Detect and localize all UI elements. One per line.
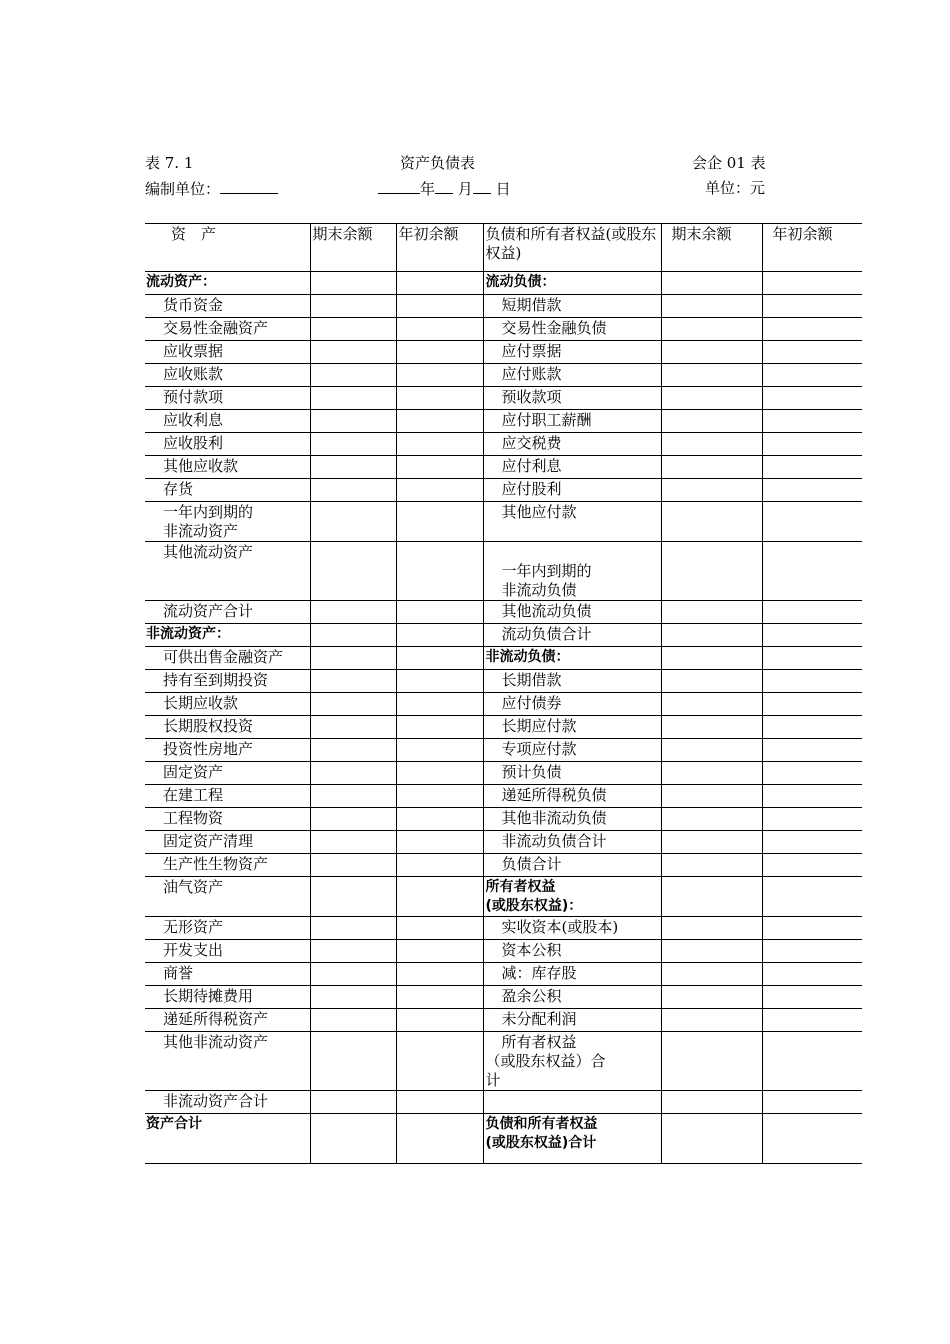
asset-end-balance-cell[interactable] xyxy=(310,1091,396,1114)
asset-item-label: 长期股权投资 xyxy=(145,716,310,739)
liability-item-label: 负债和所有者权益 (或股东权益)合计 xyxy=(483,1114,661,1164)
liability-item-label: 其他非流动负债 xyxy=(483,808,661,831)
liability-end-balance-cell[interactable] xyxy=(661,940,762,963)
liability-begin-balance-cell[interactable] xyxy=(762,716,862,739)
asset-item-label: 工程物资 xyxy=(145,808,310,831)
liability-item-label: 预收款项 xyxy=(483,387,661,410)
asset-item-label: 其他非流动资产 xyxy=(145,1032,310,1091)
asset-begin-balance-cell[interactable] xyxy=(396,387,483,410)
report-date xyxy=(378,179,511,198)
liability-begin-balance-cell[interactable] xyxy=(762,318,862,341)
liability-end-balance-cell[interactable] xyxy=(661,272,762,295)
asset-item-label: 交易性金融资产 xyxy=(145,318,310,341)
table-row xyxy=(145,624,862,647)
asset-begin-balance-cell[interactable] xyxy=(396,341,483,364)
asset-begin-balance-cell[interactable] xyxy=(396,940,483,963)
asset-end-balance-cell[interactable] xyxy=(310,963,396,986)
liability-begin-balance-cell[interactable] xyxy=(762,624,862,647)
asset-item-label: 投资性房地产 xyxy=(145,739,310,762)
asset-begin-balance-cell[interactable] xyxy=(396,808,483,831)
asset-end-balance-cell[interactable] xyxy=(310,456,396,479)
asset-begin-balance-cell[interactable] xyxy=(396,456,483,479)
asset-item-label: 其他应收款 xyxy=(145,456,310,479)
asset-end-balance-cell[interactable] xyxy=(310,762,396,785)
asset-end-balance-cell[interactable] xyxy=(310,986,396,1009)
liability-end-balance-cell[interactable] xyxy=(661,854,762,877)
liability-begin-balance-cell[interactable] xyxy=(762,433,862,456)
liability-item-label: 非流动负债合计 xyxy=(483,831,661,854)
col-header-begin-balance-2: 年初余额 xyxy=(762,224,862,272)
asset-end-balance-cell[interactable] xyxy=(310,364,396,387)
asset-end-balance-cell[interactable] xyxy=(310,387,396,410)
liability-begin-balance-cell[interactable] xyxy=(762,542,862,601)
liability-begin-balance-cell[interactable] xyxy=(762,877,862,917)
liability-begin-balance-cell[interactable] xyxy=(762,364,862,387)
asset-item-label: 存货 xyxy=(145,479,310,502)
year-label: 年 xyxy=(420,180,436,198)
table-row xyxy=(145,601,862,624)
table-row xyxy=(145,364,862,387)
liability-end-balance-cell[interactable] xyxy=(661,785,762,808)
asset-end-balance-cell[interactable] xyxy=(310,341,396,364)
asset-begin-balance-cell[interactable] xyxy=(396,542,483,601)
asset-begin-balance-cell[interactable] xyxy=(396,762,483,785)
asset-begin-balance-cell[interactable] xyxy=(396,295,483,318)
asset-end-balance-cell[interactable] xyxy=(310,808,396,831)
liability-item-label: 非流动负债： xyxy=(483,647,661,670)
liability-begin-balance-cell[interactable] xyxy=(762,272,862,295)
liability-item-label: 负债合计 xyxy=(483,854,661,877)
table-row xyxy=(145,693,862,716)
liability-item-label: 所有者权益 (或股东权益)： xyxy=(483,877,661,917)
liability-item-label: 未分配利润 xyxy=(483,1009,661,1032)
day-label: 日 xyxy=(495,180,511,198)
asset-end-balance-cell[interactable] xyxy=(310,877,396,917)
asset-item-label: 长期待摊费用 xyxy=(145,986,310,1009)
balance-sheet-table xyxy=(145,223,862,1164)
liability-item-label: 应付职工薪酬 xyxy=(483,410,661,433)
asset-item-label: 一年内到期的 非流动资产 xyxy=(145,502,310,542)
liability-end-balance-cell[interactable] xyxy=(661,341,762,364)
asset-begin-balance-cell[interactable] xyxy=(396,831,483,854)
asset-end-balance-cell[interactable] xyxy=(310,295,396,318)
liability-begin-balance-cell[interactable] xyxy=(762,739,862,762)
reporting-entity-blank[interactable] xyxy=(220,179,278,194)
asset-begin-balance-cell[interactable] xyxy=(396,433,483,456)
liability-item-label xyxy=(483,1091,661,1114)
liability-end-balance-cell[interactable] xyxy=(661,1091,762,1114)
liability-end-balance-cell[interactable] xyxy=(661,1009,762,1032)
liability-begin-balance-cell[interactable] xyxy=(762,410,862,433)
asset-begin-balance-cell[interactable] xyxy=(396,479,483,502)
asset-begin-balance-cell[interactable] xyxy=(396,693,483,716)
asset-item-label: 持有至到期投资 xyxy=(145,670,310,693)
liability-item-label: 应付利息 xyxy=(483,456,661,479)
liability-end-balance-cell[interactable] xyxy=(661,670,762,693)
liability-begin-balance-cell[interactable] xyxy=(762,808,862,831)
reporting-entity xyxy=(145,179,278,198)
asset-end-balance-cell[interactable] xyxy=(310,601,396,624)
table-row xyxy=(145,877,862,917)
asset-end-balance-cell[interactable] xyxy=(310,502,396,542)
liability-begin-balance-cell[interactable] xyxy=(762,854,862,877)
table-row xyxy=(145,831,862,854)
asset-begin-balance-cell[interactable] xyxy=(396,364,483,387)
liability-begin-balance-cell[interactable] xyxy=(762,1032,862,1091)
liability-begin-balance-cell[interactable] xyxy=(762,1114,862,1164)
liability-begin-balance-cell[interactable] xyxy=(762,963,862,986)
asset-item-label: 无形资产 xyxy=(145,917,310,940)
liability-item-label: 长期借款 xyxy=(483,670,661,693)
asset-end-balance-cell[interactable] xyxy=(310,647,396,670)
liability-end-balance-cell[interactable] xyxy=(661,647,762,670)
asset-begin-balance-cell[interactable] xyxy=(396,410,483,433)
liability-item-label: 资本公积 xyxy=(483,940,661,963)
asset-end-balance-cell[interactable] xyxy=(310,410,396,433)
liability-end-balance-cell[interactable] xyxy=(661,410,762,433)
asset-item-label: 应收股利 xyxy=(145,433,310,456)
liability-end-balance-cell[interactable] xyxy=(661,318,762,341)
table-row xyxy=(145,917,862,940)
liability-begin-balance-cell[interactable] xyxy=(762,1091,862,1114)
table-header-row xyxy=(145,224,862,272)
liability-item-label: 流动负债： xyxy=(483,272,661,295)
liability-end-balance-cell[interactable] xyxy=(661,433,762,456)
asset-begin-balance-cell[interactable] xyxy=(396,963,483,986)
liability-item-label: 其他流动负债 xyxy=(483,601,661,624)
table-row xyxy=(145,1091,862,1114)
liability-item-label: 长期应付款 xyxy=(483,716,661,739)
asset-item-label: 预付款项 xyxy=(145,387,310,410)
table-row xyxy=(145,410,862,433)
asset-end-balance-cell[interactable] xyxy=(310,670,396,693)
asset-item-label: 非流动资产： xyxy=(145,624,310,647)
asset-item-label: 可供出售金融资产 xyxy=(145,647,310,670)
asset-item-label: 其他流动资产 xyxy=(145,542,310,601)
asset-begin-balance-cell[interactable] xyxy=(396,877,483,917)
asset-end-balance-cell[interactable] xyxy=(310,739,396,762)
liability-item-label: 交易性金融负债 xyxy=(483,318,661,341)
asset-begin-balance-cell[interactable] xyxy=(396,854,483,877)
asset-begin-balance-cell[interactable] xyxy=(396,1009,483,1032)
asset-item-label: 资产合计 xyxy=(145,1114,310,1164)
liability-end-balance-cell[interactable] xyxy=(661,877,762,917)
liability-item-label: 所有者权益 （或股东权益）合 计 xyxy=(483,1032,661,1091)
liability-begin-balance-cell[interactable] xyxy=(762,295,862,318)
asset-item-label: 油气资产 xyxy=(145,877,310,917)
liability-begin-balance-cell[interactable] xyxy=(762,387,862,410)
table-row xyxy=(145,854,862,877)
table-row xyxy=(145,986,862,1009)
asset-item-label: 固定资产清理 xyxy=(145,831,310,854)
col-header-liabilities: 负债和所有者权益(或股东权益) xyxy=(483,224,661,272)
liability-item-label: 应付债券 xyxy=(483,693,661,716)
month-label: 月 xyxy=(457,180,473,198)
asset-begin-balance-cell[interactable] xyxy=(396,647,483,670)
liability-item-label: 应交税费 xyxy=(483,433,661,456)
page-title: 资产负债表 xyxy=(400,154,476,172)
liability-begin-balance-cell[interactable] xyxy=(762,601,862,624)
asset-end-balance-cell[interactable] xyxy=(310,716,396,739)
liability-item-label: 实收资本(或股本) xyxy=(483,917,661,940)
table-row xyxy=(145,647,862,670)
asset-end-balance-cell[interactable] xyxy=(310,693,396,716)
form-code: 会企 01 表 xyxy=(692,154,766,172)
liability-item-label: 应付股利 xyxy=(483,479,661,502)
asset-begin-balance-cell[interactable] xyxy=(396,716,483,739)
liability-begin-balance-cell[interactable] xyxy=(762,940,862,963)
table-row xyxy=(145,739,862,762)
table-row xyxy=(145,940,862,963)
liability-item-label: 应付票据 xyxy=(483,341,661,364)
month-blank[interactable] xyxy=(435,179,453,194)
liability-begin-balance-cell[interactable] xyxy=(762,479,862,502)
table-row xyxy=(145,785,862,808)
table-row xyxy=(145,670,862,693)
table-row xyxy=(145,1114,862,1164)
liability-end-balance-cell[interactable] xyxy=(661,456,762,479)
liability-end-balance-cell[interactable] xyxy=(661,831,762,854)
liability-begin-balance-cell[interactable] xyxy=(762,917,862,940)
currency-unit: 单位：元 xyxy=(705,179,766,197)
liability-item-label: 短期借款 xyxy=(483,295,661,318)
table-row xyxy=(145,542,862,601)
table-row xyxy=(145,762,862,785)
liability-end-balance-cell[interactable] xyxy=(661,963,762,986)
liability-begin-balance-cell[interactable] xyxy=(762,693,862,716)
liability-begin-balance-cell[interactable] xyxy=(762,1009,862,1032)
asset-begin-balance-cell[interactable] xyxy=(396,1032,483,1091)
asset-begin-balance-cell[interactable] xyxy=(396,272,483,295)
liability-item-label: 盈余公积 xyxy=(483,986,661,1009)
liability-item-label: 减：库存股 xyxy=(483,963,661,986)
asset-item-label: 在建工程 xyxy=(145,785,310,808)
liability-begin-balance-cell[interactable] xyxy=(762,456,862,479)
table-row xyxy=(145,387,862,410)
asset-item-label: 开发支出 xyxy=(145,940,310,963)
asset-end-balance-cell[interactable] xyxy=(310,1114,396,1164)
table-row xyxy=(145,1009,862,1032)
asset-begin-balance-cell[interactable] xyxy=(396,502,483,542)
asset-item-label: 商誉 xyxy=(145,963,310,986)
liability-item-label: 其他应付款 xyxy=(483,502,661,542)
liability-begin-balance-cell[interactable] xyxy=(762,762,862,785)
asset-end-balance-cell[interactable] xyxy=(310,1009,396,1032)
asset-begin-balance-cell[interactable] xyxy=(396,601,483,624)
liability-end-balance-cell[interactable] xyxy=(661,364,762,387)
asset-item-label: 流动资产： xyxy=(145,272,310,295)
liability-end-balance-cell[interactable] xyxy=(661,917,762,940)
asset-item-label: 生产性生物资产 xyxy=(145,854,310,877)
table-row xyxy=(145,272,862,295)
asset-item-label: 非流动资产合计 xyxy=(145,1091,310,1114)
liability-end-balance-cell[interactable] xyxy=(661,808,762,831)
table-row xyxy=(145,295,862,318)
liability-begin-balance-cell[interactable] xyxy=(762,785,862,808)
asset-end-balance-cell[interactable] xyxy=(310,917,396,940)
liability-begin-balance-cell[interactable] xyxy=(762,831,862,854)
asset-end-balance-cell[interactable] xyxy=(310,433,396,456)
asset-item-label: 递延所得税资产 xyxy=(145,1009,310,1032)
asset-begin-balance-cell[interactable] xyxy=(396,1114,483,1164)
day-blank[interactable] xyxy=(473,179,491,194)
table-row xyxy=(145,456,862,479)
asset-item-label: 应收账款 xyxy=(145,364,310,387)
table-number: 表 7. 1 xyxy=(145,154,194,172)
liability-item-label: 一年内到期的 非流动负债 xyxy=(483,542,661,601)
asset-end-balance-cell[interactable] xyxy=(310,1032,396,1091)
asset-end-balance-cell[interactable] xyxy=(310,940,396,963)
table-row xyxy=(145,1032,862,1091)
asset-begin-balance-cell[interactable] xyxy=(396,318,483,341)
asset-begin-balance-cell[interactable] xyxy=(396,785,483,808)
liability-item-label: 预计负债 xyxy=(483,762,661,785)
asset-end-balance-cell[interactable] xyxy=(310,318,396,341)
liability-begin-balance-cell[interactable] xyxy=(762,502,862,542)
liability-end-balance-cell[interactable] xyxy=(661,542,762,601)
liability-end-balance-cell[interactable] xyxy=(661,387,762,410)
reporting-entity-label: 编制单位： xyxy=(145,180,221,198)
liability-begin-balance-cell[interactable] xyxy=(762,341,862,364)
col-header-assets: 资 产 xyxy=(145,224,310,272)
asset-end-balance-cell[interactable] xyxy=(310,624,396,647)
asset-begin-balance-cell[interactable] xyxy=(396,986,483,1009)
asset-end-balance-cell[interactable] xyxy=(310,479,396,502)
liability-begin-balance-cell[interactable] xyxy=(762,647,862,670)
asset-end-balance-cell[interactable] xyxy=(310,854,396,877)
asset-end-balance-cell[interactable] xyxy=(310,272,396,295)
table-row xyxy=(145,318,862,341)
table-row xyxy=(145,502,862,542)
col-header-end-balance: 期末余额 xyxy=(310,224,396,272)
liability-item-label: 递延所得税负债 xyxy=(483,785,661,808)
liability-end-balance-cell[interactable] xyxy=(661,295,762,318)
liability-end-balance-cell[interactable] xyxy=(661,986,762,1009)
liability-end-balance-cell[interactable] xyxy=(661,693,762,716)
asset-item-label: 货币资金 xyxy=(145,295,310,318)
liability-item-label: 流动负债合计 xyxy=(483,624,661,647)
asset-item-label: 流动资产合计 xyxy=(145,601,310,624)
liability-end-balance-cell[interactable] xyxy=(661,624,762,647)
col-header-begin-balance: 年初余额 xyxy=(396,224,483,272)
asset-begin-balance-cell[interactable] xyxy=(396,917,483,940)
asset-end-balance-cell[interactable] xyxy=(310,785,396,808)
table-row xyxy=(145,716,862,739)
liability-end-balance-cell[interactable] xyxy=(661,1032,762,1091)
asset-begin-balance-cell[interactable] xyxy=(396,739,483,762)
liability-end-balance-cell[interactable] xyxy=(661,716,762,739)
asset-begin-balance-cell[interactable] xyxy=(396,670,483,693)
col-header-end-balance-2: 期末余额 xyxy=(661,224,762,272)
liability-end-balance-cell[interactable] xyxy=(661,762,762,785)
liability-begin-balance-cell[interactable] xyxy=(762,670,862,693)
liability-item-label: 应付账款 xyxy=(483,364,661,387)
asset-item-label: 长期应收款 xyxy=(145,693,310,716)
asset-item-label: 应收票据 xyxy=(145,341,310,364)
asset-item-label: 应收利息 xyxy=(145,410,310,433)
liability-end-balance-cell[interactable] xyxy=(661,601,762,624)
asset-begin-balance-cell[interactable] xyxy=(396,624,483,647)
year-blank[interactable] xyxy=(378,179,420,194)
table-row xyxy=(145,341,862,364)
liability-begin-balance-cell[interactable] xyxy=(762,986,862,1009)
liability-item-label: 专项应付款 xyxy=(483,739,661,762)
liability-end-balance-cell[interactable] xyxy=(661,739,762,762)
liability-end-balance-cell[interactable] xyxy=(661,479,762,502)
table-row xyxy=(145,433,862,456)
liability-end-balance-cell[interactable] xyxy=(661,502,762,542)
asset-end-balance-cell[interactable] xyxy=(310,831,396,854)
liability-end-balance-cell[interactable] xyxy=(661,1114,762,1164)
table-row xyxy=(145,963,862,986)
asset-begin-balance-cell[interactable] xyxy=(396,1091,483,1114)
table-row xyxy=(145,808,862,831)
asset-end-balance-cell[interactable] xyxy=(310,542,396,601)
table-row xyxy=(145,479,862,502)
asset-item-label: 固定资产 xyxy=(145,762,310,785)
